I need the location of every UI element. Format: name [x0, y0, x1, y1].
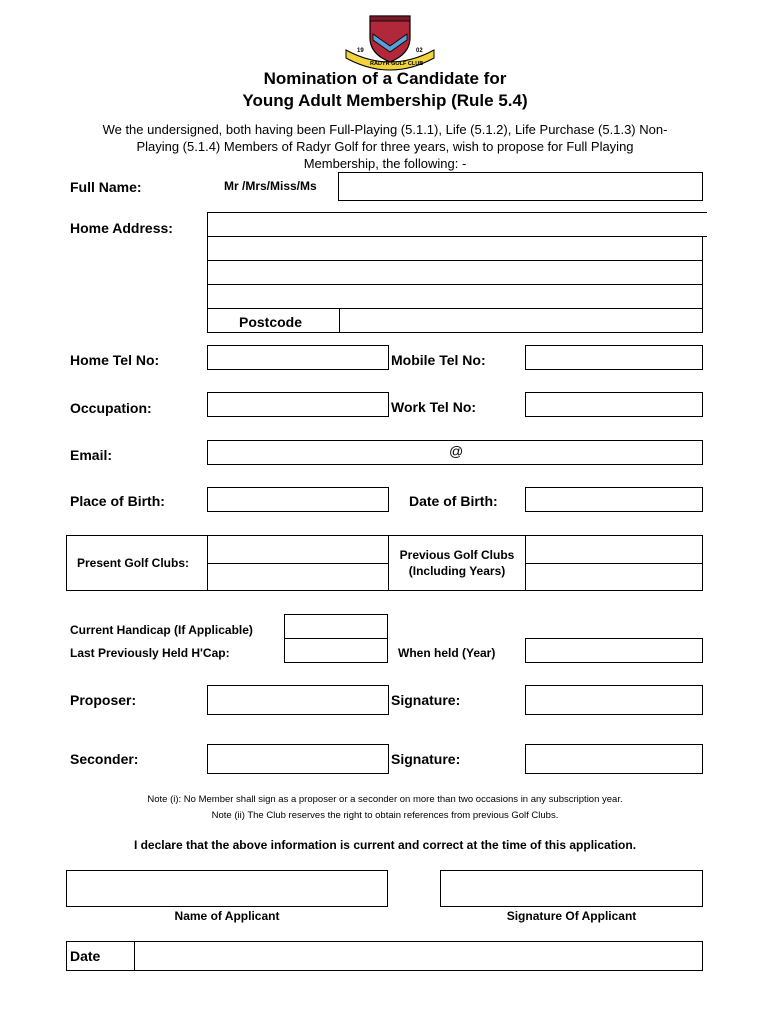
address-line-4[interactable]: [207, 284, 703, 309]
home-address-label: Home Address:: [70, 220, 173, 236]
logo-year-left: 19: [357, 48, 364, 54]
intro-text-line1: We the undersigned, both having been Full-Playing (5.1.1), Life (5.1.2), Life Purchase (5.1.3) Non-: [102, 122, 668, 137]
seconder-signature-field[interactable]: [525, 744, 703, 774]
applicant-signature-label: Signature Of Applicant: [506, 909, 637, 923]
applicant-signature-field[interactable]: [440, 870, 703, 907]
title-options: Mr /Mrs/Miss/Ms: [224, 179, 317, 193]
email-label: Email:: [70, 447, 113, 463]
postcode-label: Postcode: [239, 314, 303, 330]
applicant-name-label: Name of Applicant: [174, 909, 280, 923]
occupation-field[interactable]: [207, 392, 389, 417]
date-label: Date: [70, 948, 101, 964]
seconder-label: Seconder:: [70, 751, 139, 767]
applicant-name-field[interactable]: [66, 870, 388, 907]
postcode-field[interactable]: [339, 308, 703, 333]
form-title-line1: Nomination of a Candidate for: [263, 69, 507, 88]
full-name-field[interactable]: [338, 172, 703, 201]
mobile-tel-label: Mobile Tel No:: [391, 352, 486, 368]
address-line-3[interactable]: [207, 260, 703, 285]
intro-text-line3: Membership, the following: -: [303, 156, 467, 171]
work-tel-label: Work Tel No:: [391, 399, 477, 415]
note-one: Note (i): No Member shall sign as a proposer or a seconder on more than two occasions in any subscription year.: [147, 794, 623, 805]
work-tel-field[interactable]: [525, 392, 703, 417]
note-two: Note (ii) The Club reserves the right to obtain references from previous Golf Clubs.: [211, 810, 559, 821]
previous-clubs-label-line2: (Including Years): [408, 564, 506, 578]
current-handicap-field[interactable]: [284, 614, 388, 639]
date-of-birth-label: Date of Birth:: [409, 493, 498, 509]
home-tel-label: Home Tel No:: [70, 352, 160, 368]
home-tel-field[interactable]: [207, 345, 389, 370]
present-clubs-label: Present Golf Clubs:: [77, 556, 190, 570]
proposer-signature-label: Signature:: [391, 692, 461, 708]
full-name-label: Full Name:: [70, 179, 142, 195]
address-line-1[interactable]: [207, 212, 707, 237]
previous-clubs-field-2[interactable]: [525, 563, 703, 591]
address-line-2[interactable]: [207, 236, 703, 261]
proposer-signature-field[interactable]: [525, 685, 703, 715]
intro-text-line2: Playing (5.1.4) Members of Radyr Golf for three years, wish to propose for Full Playing: [136, 139, 634, 154]
place-of-birth-field[interactable]: [207, 487, 389, 512]
current-handicap-label: Current Handicap (If Applicable): [70, 623, 253, 637]
seconder-field[interactable]: [207, 744, 389, 774]
seconder-signature-label: Signature:: [391, 751, 461, 767]
last-handicap-label: Last Previously Held H'Cap:: [70, 646, 230, 660]
previous-clubs-field-1[interactable]: [525, 535, 703, 564]
previous-clubs-label-cell: [388, 535, 526, 591]
occupation-label: Occupation:: [70, 400, 152, 416]
present-clubs-field-2[interactable]: [207, 563, 389, 591]
date-of-birth-field[interactable]: [525, 487, 703, 512]
club-logo: [340, 12, 440, 74]
proposer-label: Proposer:: [70, 692, 137, 708]
declaration-text: I declare that the above information is current and correct at the time of this application.: [133, 838, 637, 852]
when-held-field[interactable]: [525, 638, 703, 663]
when-held-label: When held (Year): [398, 646, 496, 660]
present-clubs-field-1[interactable]: [207, 535, 389, 564]
date-field[interactable]: [134, 941, 703, 971]
logo-year-right: 02: [416, 48, 423, 54]
previous-clubs-label-line1: Previous Golf Clubs: [399, 548, 515, 562]
proposer-field[interactable]: [207, 685, 389, 715]
email-at-sign: @: [449, 443, 464, 459]
last-handicap-field[interactable]: [284, 638, 388, 663]
mobile-tel-field[interactable]: [525, 345, 703, 370]
place-of-birth-label: Place of Birth:: [70, 493, 165, 509]
form-title-line2: Young Adult Membership (Rule 5.4): [242, 91, 528, 110]
logo-ribbon-text: RADYR GOLF CLUB: [370, 61, 424, 67]
